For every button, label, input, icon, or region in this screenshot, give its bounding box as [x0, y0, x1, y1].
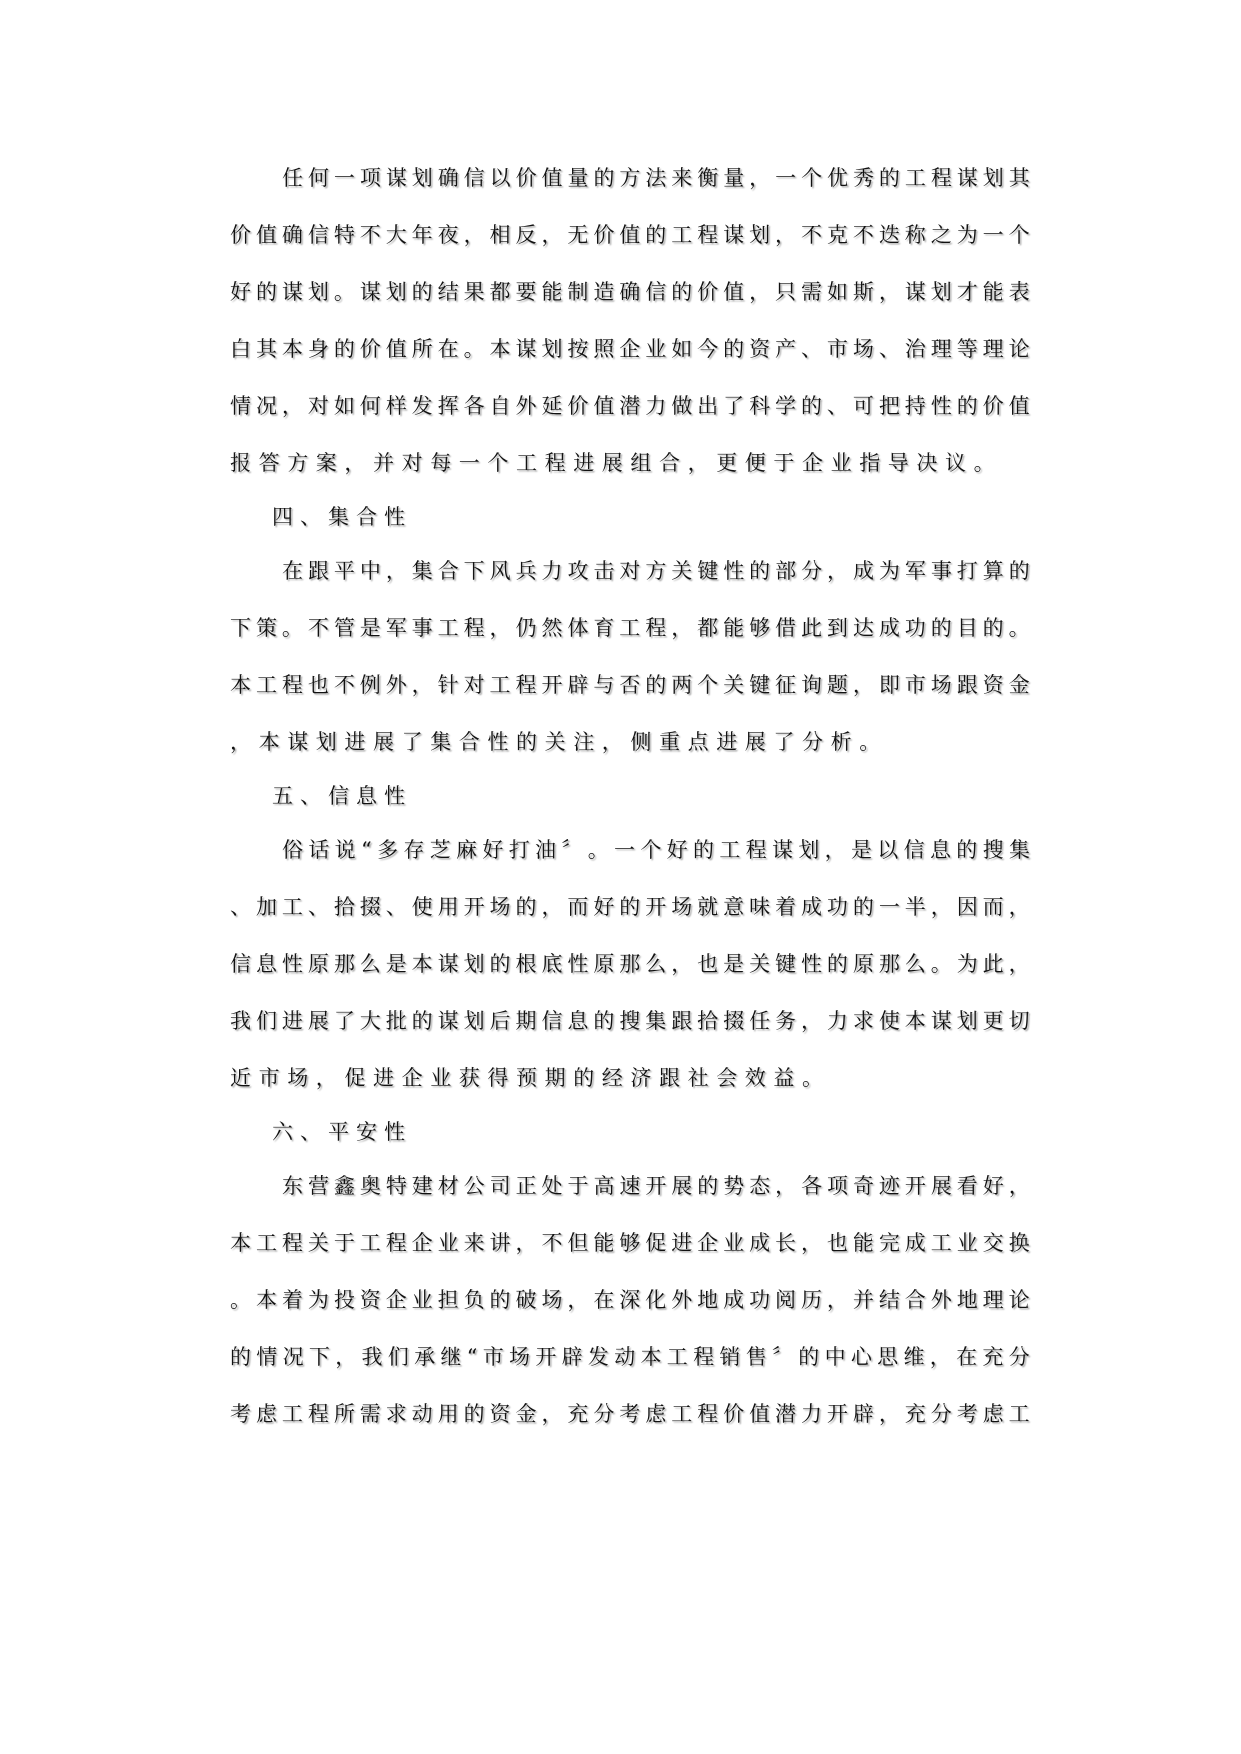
section-heading: 四、集合性 [272, 505, 412, 529]
paragraph-line: 在 跟 平 中 ， 集 合 下 风 兵 力 攻 击 对 方 关 键 性 的 部 分 ， 成 为 军 事 打 算 的 [282, 559, 1030, 583]
paragraph-line: 我 们 进 展 了 大 批 的 谋 划 后 期 信 息 的 搜 集 跟 拾 掇 任 务 ， 力 求 使 本 谋 划 更 切 [230, 1009, 1030, 1033]
paragraph-line: 好 的 谋 划 。 谋 划 的 结 果 都 要 能 制 造 确 信 的 价 值 ， 只 需 如 斯 ， 谋 划 才 能 表 [230, 280, 1030, 304]
section-heading: 五、信息性 [272, 784, 412, 808]
paragraph-line: 价 值 确 信 特 不 大 年 夜 ， 相 反 ， 无 价 值 的 工 程 谋 划 ， 不 克 不 迭 称 之 为 一 个 [230, 223, 1030, 247]
paragraph-line: 近市场，促进企业获得预期的经济跟社会效益。 [230, 1066, 831, 1090]
section-heading: 六、平安性 [272, 1120, 412, 1144]
paragraph-line: 任 何 一 项 谋 划 确 信 以 价 值 量 的 方 法 来 衡 量 ， 一 个 优 秀 的 工 程 谋 划 其 [282, 166, 1030, 190]
paragraph-line: 情 况 ， 对 如 何 样 发 挥 各 自 外 延 价 值 潜 力 做 出 了 科 学 的 、 可 把 持 性 的 价 值 [230, 394, 1030, 418]
paragraph-line: 报答方案，并对每一个工程进展组合，更便于企业指导决议。 [230, 451, 1003, 475]
paragraph-line: 考 虑 工 程 所 需 求 动 用 的 资 金 ， 充 分 考 虑 工 程 价 值 潜 力 开 辟 ， 充 分 考 虑 工 [230, 1402, 1030, 1426]
paragraph-line: 白 其 本 身 的 价 值 所 在 。 本 谋 划 按 照 企 业 如 今 的 资 产 、 市 场 、 治 理 等 理 论 [230, 337, 1030, 361]
paragraph-line: 的 情 况 下 ， 我 们 承 继 “ 市 场 开 辟 发 动 本 工 程 销 售 〞 的 中 心 思 维 ， 在 充 分 [230, 1345, 1030, 1369]
paragraph-line: 信 息 性 原 那 么 是 本 谋 划 的 根 底 性 原 那 么 ， 也 是 关 键 性 的 原 那 么 。 为 此 ， [230, 952, 1030, 976]
paragraph-line: ，本谋划进展了集合性的关注，侧重点进展了分析。 [230, 730, 888, 754]
paragraph-line: 本 工 程 也 不 例 外 ， 针 对 工 程 开 辟 与 否 的 两 个 关 键 征 询 题 ， 即 市 场 跟 资 金 [230, 673, 1030, 697]
paragraph-line: 、 加 工 、 拾 掇 、 使 用 开 场 的 ， 而 好 的 开 场 就 意 味 着 成 功 的 一 半 ， 因 而 ， [230, 895, 1030, 919]
paragraph-line: 下 策 。 不 管 是 军 事 工 程 ， 仍 然 体 育 工 程 ， 都 能 够 借 此 到 达 成 功 的 目 的 。 [230, 616, 1030, 640]
paragraph-line: 本 工 程 关 于 工 程 企 业 来 讲 ， 不 但 能 够 促 进 企 业 成 长 ， 也 能 完 成 工 业 交 换 [230, 1231, 1030, 1255]
paragraph-line: 俗 话 说 “ 多 存 芝 麻 好 打 油 〞 。 一 个 好 的 工 程 谋 划 ， 是 以 信 息 的 搜 集 [282, 838, 1030, 862]
paragraph-line: 东 营 鑫 奥 特 建 材 公 司 正 处 于 高 速 开 展 的 势 态 ， 各 项 奇 迹 开 展 看 好 ， [282, 1174, 1030, 1198]
paragraph-line: 。 本 着 为 投 资 企 业 担 负 的 破 场 ， 在 深 化 外 地 成 功 阅 历 ， 并 结 合 外 地 理 论 [230, 1288, 1030, 1312]
